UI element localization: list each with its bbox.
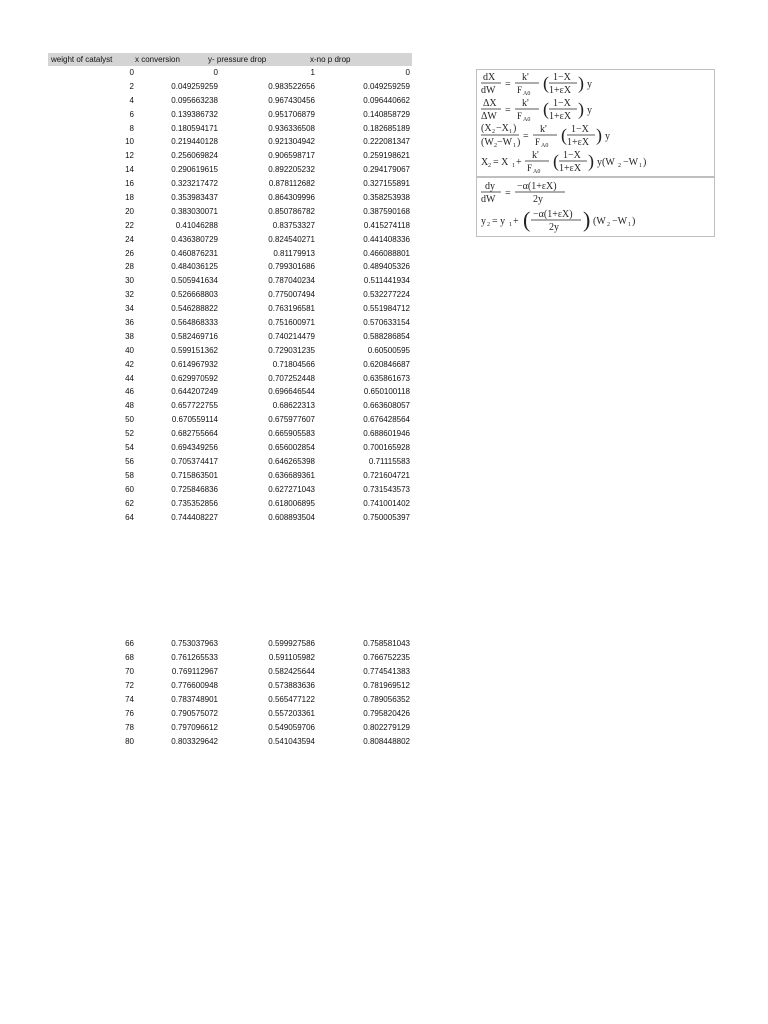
- header-conversion: x conversion: [135, 55, 180, 64]
- cell-conversion: 0.290619615: [171, 165, 218, 175]
- svg-text:F: F: [527, 163, 533, 173]
- cell-no-p-drop: 0.415274118: [363, 220, 410, 230]
- cell-no-p-drop: 0.731543573: [363, 484, 410, 494]
- cell-no-p-drop: 0.635861673: [363, 373, 410, 383]
- cell-weight: 58: [125, 470, 134, 480]
- cell-pressure-drop: 0.71804566: [272, 359, 315, 369]
- svg-text:(: (: [543, 99, 549, 119]
- svg-text:y: y: [587, 79, 592, 90]
- cell-no-p-drop: 0.808448802: [363, 736, 410, 746]
- cell-conversion: 0.644207249: [171, 387, 218, 397]
- cell-weight: 54: [125, 443, 134, 453]
- svg-text:ΔX: ΔX: [483, 98, 497, 109]
- svg-text:−α(1+εX): −α(1+εX): [517, 181, 557, 192]
- table-row: [48, 358, 412, 372]
- cell-pressure-drop: 0.740214479: [268, 331, 315, 341]
- svg-text:dy: dy: [485, 181, 495, 192]
- cell-no-p-drop: 0.741001402: [363, 498, 410, 508]
- cell-no-p-drop: 0.049259259: [363, 81, 410, 91]
- table-row: [48, 483, 412, 497]
- cell-conversion: 0.783748901: [171, 694, 218, 704]
- cell-weight: 48: [125, 401, 134, 411]
- cell-conversion: 0.599151362: [171, 345, 218, 355]
- equation-box-conversion: [476, 69, 715, 177]
- cell-pressure-drop: 0.541043594: [268, 736, 315, 746]
- cell-weight: 72: [125, 681, 134, 691]
- svg-text:(: (: [561, 125, 567, 145]
- cell-weight: 56: [125, 456, 134, 466]
- cell-no-p-drop: 0.327155891: [363, 179, 410, 189]
- svg-text:= y: = y: [492, 216, 506, 227]
- cell-pressure-drop: 0.850786782: [268, 206, 315, 216]
- svg-text:+: +: [513, 216, 519, 227]
- cell-pressure-drop: 0.696646544: [268, 387, 315, 397]
- table-body-bottom: [48, 637, 412, 748]
- cell-no-p-drop: 0.489405326: [363, 262, 410, 272]
- cell-pressure-drop: 0.599927586: [268, 639, 315, 649]
- svg-text:F: F: [517, 111, 523, 121]
- table-row: [48, 316, 412, 330]
- table-row: [48, 679, 412, 693]
- cell-no-p-drop: 0.259198621: [363, 151, 410, 161]
- table-row: [48, 247, 412, 261]
- cell-weight: 32: [125, 290, 134, 300]
- cell-weight: 2: [129, 81, 134, 91]
- svg-text:1−X: 1−X: [553, 98, 571, 109]
- cell-weight: 78: [125, 722, 134, 732]
- cell-conversion: 0.41046288: [175, 220, 218, 230]
- svg-text:(: (: [543, 73, 549, 93]
- svg-text:): ): [643, 157, 647, 168]
- svg-text:2y: 2y: [549, 222, 559, 233]
- cell-weight: 80: [125, 736, 134, 746]
- cell-conversion: 0.546288822: [171, 304, 218, 314]
- cell-weight: 30: [125, 276, 134, 286]
- cell-pressure-drop: 0.618006895: [268, 498, 315, 508]
- cell-pressure-drop: 0.787040234: [268, 276, 315, 286]
- cell-pressure-drop: 0.646265398: [268, 456, 315, 466]
- cell-no-p-drop: 0.222081347: [363, 137, 410, 147]
- svg-text:1: 1: [512, 163, 515, 169]
- cell-no-p-drop: 0.721604721: [363, 470, 410, 480]
- cell-pressure-drop: 0.951706879: [268, 109, 315, 119]
- table-row: [48, 149, 412, 163]
- svg-text:A0: A0: [533, 169, 541, 175]
- cell-pressure-drop: 0.824540271: [268, 234, 315, 244]
- cell-conversion: 0.582469716: [171, 331, 218, 341]
- svg-text:ΔW: ΔW: [481, 111, 497, 122]
- cell-conversion: 0.139386732: [171, 109, 218, 119]
- svg-text:k': k': [540, 124, 547, 135]
- svg-text:1+εX: 1+εX: [559, 163, 582, 174]
- cell-weight: 4: [129, 95, 134, 105]
- svg-text:): ): [513, 123, 517, 134]
- cell-weight: 38: [125, 331, 134, 341]
- cell-no-p-drop: 0.676428564: [363, 415, 410, 425]
- cell-conversion: 0.484036125: [171, 262, 218, 272]
- cell-no-p-drop: 0.766752235: [363, 653, 410, 663]
- cell-no-p-drop: 0.096440662: [363, 95, 410, 105]
- cell-conversion: 0.657722755: [171, 401, 218, 411]
- header-pressure-drop: y- pressure drop: [208, 55, 267, 64]
- cell-weight: 10: [125, 137, 134, 147]
- cell-pressure-drop: 0.936336508: [268, 123, 315, 133]
- cell-conversion: 0.694349256: [171, 443, 218, 453]
- cell-pressure-drop: 0.591105982: [268, 653, 315, 663]
- table-row: [48, 511, 412, 525]
- cell-no-p-drop: 0.60500595: [367, 345, 410, 355]
- equation-6: [481, 207, 635, 233]
- svg-text:y: y: [605, 131, 610, 142]
- cell-pressure-drop: 0.565477122: [268, 694, 315, 704]
- cell-conversion: 0.383030071: [171, 206, 218, 216]
- table-row: [48, 427, 412, 441]
- svg-text:): ): [578, 99, 584, 119]
- cell-pressure-drop: 0.557203361: [268, 708, 315, 718]
- cell-no-p-drop: 0.795820426: [363, 708, 410, 718]
- svg-text:2: 2: [494, 143, 497, 149]
- equation-4: [481, 150, 646, 175]
- table-row: [48, 302, 412, 316]
- table-row: [48, 260, 412, 274]
- svg-text:): ): [588, 151, 594, 171]
- cell-pressure-drop: 0.892205232: [268, 165, 315, 175]
- svg-text:2: 2: [488, 163, 491, 169]
- cell-conversion: 0.564868333: [171, 318, 218, 328]
- svg-text:A0: A0: [541, 143, 549, 149]
- svg-text:1: 1: [628, 222, 631, 228]
- cell-conversion: 0.323217472: [171, 179, 218, 189]
- cell-no-p-drop: 0: [405, 68, 410, 77]
- svg-text:k': k': [532, 150, 539, 161]
- cell-pressure-drop: 0.549059706: [268, 722, 315, 732]
- cell-no-p-drop: 0.758581043: [363, 639, 410, 649]
- svg-text:X: X: [481, 157, 489, 168]
- cell-weight: 40: [125, 345, 134, 355]
- table-row: [48, 651, 412, 665]
- svg-text:1: 1: [513, 143, 516, 149]
- cell-conversion: 0.219440128: [171, 137, 218, 147]
- cell-weight: 28: [125, 262, 134, 272]
- cell-no-p-drop: 0.663608057: [363, 401, 410, 411]
- cell-weight: 14: [125, 165, 134, 175]
- table-row: [48, 108, 412, 122]
- cell-conversion: 0.761265533: [171, 653, 218, 663]
- cell-conversion: 0.715863501: [171, 470, 218, 480]
- table-row: [48, 441, 412, 455]
- table-row: [48, 497, 412, 511]
- cell-pressure-drop: 0.864309996: [268, 193, 315, 203]
- cell-weight: 64: [125, 512, 134, 522]
- svg-text:): ): [632, 216, 636, 227]
- cell-conversion: 0.049259259: [171, 81, 218, 91]
- cell-conversion: 0.735352856: [171, 498, 218, 508]
- svg-text:(W: (W: [593, 216, 606, 227]
- svg-text:2: 2: [618, 163, 621, 169]
- cell-weight: 34: [125, 304, 134, 314]
- svg-text:1+εX: 1+εX: [549, 111, 572, 122]
- cell-conversion: 0.803329642: [171, 736, 218, 746]
- cell-conversion: 0.725846836: [171, 484, 218, 494]
- svg-text:): ): [596, 125, 602, 145]
- cell-conversion: 0.256069824: [171, 151, 218, 161]
- table-row: [48, 330, 412, 344]
- svg-text:2: 2: [492, 129, 495, 135]
- cell-conversion: 0.505941634: [171, 276, 218, 286]
- cell-pressure-drop: 0.582425644: [268, 667, 315, 677]
- cell-weight: 76: [125, 708, 134, 718]
- cell-weight: 60: [125, 484, 134, 494]
- table-row: [48, 344, 412, 358]
- cell-pressure-drop: 0.608893504: [268, 512, 315, 522]
- cell-pressure-drop: 0.665905583: [268, 429, 315, 439]
- cell-no-p-drop: 0.441408336: [363, 234, 410, 244]
- svg-text:1+εX: 1+εX: [567, 137, 590, 148]
- svg-text:=: =: [505, 105, 511, 116]
- svg-text:−α(1+εX): −α(1+εX): [533, 209, 573, 220]
- svg-text:k': k': [522, 72, 529, 83]
- table-row: [48, 385, 412, 399]
- cell-conversion: 0.797096612: [171, 722, 218, 732]
- svg-text:1−X: 1−X: [553, 72, 571, 83]
- cell-no-p-drop: 0.781969512: [363, 681, 410, 691]
- svg-text:y: y: [587, 105, 592, 116]
- header-no-p-drop: x-no p drop: [310, 55, 351, 64]
- table-row: [48, 693, 412, 707]
- svg-text:−X: −X: [496, 123, 509, 134]
- svg-text:1: 1: [639, 163, 642, 169]
- cell-weight: 36: [125, 318, 134, 328]
- cell-no-p-drop: 0.511441934: [363, 276, 410, 286]
- cell-conversion: 0.744408227: [171, 512, 218, 522]
- cell-weight: 74: [125, 694, 134, 704]
- cell-pressure-drop: 0.675977607: [268, 415, 315, 425]
- table-row: [48, 637, 412, 651]
- table-row: [48, 372, 412, 386]
- cell-weight: 68: [125, 653, 134, 663]
- svg-text:1: 1: [509, 222, 512, 228]
- cell-pressure-drop: 0.729031235: [268, 345, 315, 355]
- cell-pressure-drop: 0.627271043: [268, 484, 315, 494]
- cell-no-p-drop: 0.71115583: [368, 456, 410, 466]
- cell-pressure-drop: 0.707252448: [268, 373, 315, 383]
- table-row: [48, 469, 412, 483]
- cell-pressure-drop: 0.751600971: [268, 318, 315, 328]
- equation-2: [481, 98, 592, 123]
- cell-weight: 62: [125, 498, 134, 508]
- cell-no-p-drop: 0.532277224: [363, 290, 410, 300]
- table-row: [48, 80, 412, 94]
- cell-conversion: 0.526668803: [171, 290, 218, 300]
- cell-no-p-drop: 0.387590168: [363, 206, 410, 216]
- cell-no-p-drop: 0.700165928: [363, 443, 410, 453]
- table-row: [48, 135, 412, 149]
- svg-text:=: =: [523, 131, 529, 142]
- cell-conversion: 0.776600948: [171, 681, 218, 691]
- cell-no-p-drop: 0.620846687: [363, 359, 410, 369]
- table-row: [48, 413, 412, 427]
- table-row: [48, 177, 412, 191]
- cell-conversion: 0.629970592: [171, 373, 218, 383]
- svg-text:=: =: [505, 79, 511, 90]
- svg-text:−W: −W: [612, 216, 628, 227]
- svg-text:dX: dX: [483, 72, 496, 83]
- svg-text:(X: (X: [481, 123, 492, 134]
- cell-no-p-drop: 0.551984712: [363, 304, 410, 314]
- svg-text:dW: dW: [481, 194, 496, 205]
- svg-text:−W: −W: [623, 157, 639, 168]
- table-row: [48, 735, 412, 749]
- cell-conversion: 0.769112967: [171, 667, 218, 677]
- svg-text:dW: dW: [481, 85, 496, 96]
- cell-weight: 46: [125, 387, 134, 397]
- cell-weight: 12: [125, 151, 134, 161]
- svg-text:2y: 2y: [533, 194, 543, 205]
- table-row: [48, 721, 412, 735]
- table-row: [48, 122, 412, 136]
- svg-text:= X: = X: [493, 157, 509, 168]
- table-row: [48, 163, 412, 177]
- table-row: [48, 191, 412, 205]
- svg-text:A0: A0: [523, 117, 531, 123]
- cell-no-p-drop: 0.650100118: [363, 387, 410, 397]
- svg-text:+: +: [516, 157, 522, 168]
- cell-weight: 52: [125, 429, 134, 439]
- svg-text:): ): [578, 73, 584, 93]
- svg-text:2: 2: [487, 222, 490, 228]
- table-row: [48, 66, 412, 80]
- cell-conversion: 0.682755664: [171, 429, 218, 439]
- header-row: [48, 53, 412, 66]
- svg-text:): ): [583, 207, 591, 232]
- cell-conversion: 0.460876231: [171, 248, 218, 258]
- cell-no-p-drop: 0.588286854: [363, 331, 410, 341]
- cell-no-p-drop: 0.688601946: [363, 429, 410, 439]
- table-row: [48, 707, 412, 721]
- cell-conversion: 0.790575072: [171, 708, 218, 718]
- svg-text:F: F: [535, 137, 541, 147]
- cell-no-p-drop: 0.466088801: [363, 248, 410, 258]
- cell-conversion: 0.705374417: [171, 456, 218, 466]
- svg-text:(: (: [553, 151, 559, 171]
- cell-conversion: 0: [213, 68, 218, 77]
- cell-weight: 44: [125, 373, 134, 383]
- table-row: [48, 455, 412, 469]
- table-row: [48, 205, 412, 219]
- svg-text:F: F: [517, 85, 523, 95]
- cell-conversion: 0.353983437: [171, 193, 218, 203]
- cell-weight: 66: [125, 639, 134, 649]
- cell-no-p-drop: 0.802279129: [363, 722, 410, 732]
- table-row: [48, 665, 412, 679]
- svg-text:1+εX: 1+εX: [549, 85, 572, 96]
- svg-text:=: =: [505, 188, 511, 199]
- cell-pressure-drop: 0.636689361: [268, 470, 315, 480]
- svg-text:(W: (W: [481, 137, 494, 148]
- cell-conversion: 0.753037963: [171, 639, 218, 649]
- cell-weight: 50: [125, 415, 134, 425]
- cell-pressure-drop: 0.573883636: [268, 681, 315, 691]
- cell-conversion: 0.180594171: [171, 123, 218, 133]
- cell-pressure-drop: 1: [310, 68, 315, 77]
- cell-pressure-drop: 0.763196581: [268, 304, 315, 314]
- svg-text:): ): [517, 137, 521, 148]
- cell-pressure-drop: 0.656002854: [268, 443, 315, 453]
- cell-weight: 22: [125, 220, 134, 230]
- table-row: [48, 94, 412, 108]
- cell-no-p-drop: 0.182685189: [363, 123, 410, 133]
- cell-pressure-drop: 0.775007494: [268, 290, 315, 300]
- cell-conversion: 0.436380729: [171, 234, 218, 244]
- cell-no-p-drop: 0.789056352: [363, 694, 410, 704]
- table-row: [48, 399, 412, 413]
- cell-no-p-drop: 0.358253938: [363, 193, 410, 203]
- cell-pressure-drop: 0.83753327: [272, 220, 315, 230]
- equation-5: [481, 181, 565, 205]
- svg-text:y(W: y(W: [597, 157, 615, 168]
- cell-weight: 6: [129, 109, 134, 119]
- cell-conversion: 0.614967932: [171, 359, 218, 369]
- cell-no-p-drop: 0.140858729: [363, 109, 410, 119]
- cell-weight: 24: [125, 234, 134, 244]
- cell-weight: 18: [125, 193, 134, 203]
- cell-weight: 42: [125, 359, 134, 369]
- cell-pressure-drop: 0.68622313: [272, 401, 315, 411]
- equation-box-pressure: [476, 177, 715, 237]
- cell-pressure-drop: 0.967430456: [268, 95, 315, 105]
- cell-weight: 16: [125, 179, 134, 189]
- svg-text:1: 1: [509, 129, 512, 135]
- cell-weight: 0: [129, 68, 134, 77]
- equation-1: [481, 72, 592, 97]
- table-row: [48, 219, 412, 233]
- svg-text:(: (: [523, 207, 531, 232]
- spacer: [48, 524, 412, 637]
- svg-text:y: y: [481, 216, 486, 227]
- cell-no-p-drop: 0.294179067: [363, 165, 410, 175]
- svg-text:A0: A0: [523, 91, 531, 97]
- table-body-top: [48, 66, 412, 524]
- cell-no-p-drop: 0.570633154: [363, 318, 410, 328]
- cell-conversion: 0.670559114: [171, 415, 218, 425]
- cell-weight: 70: [125, 667, 134, 677]
- cell-weight: 8: [129, 123, 134, 133]
- svg-text:1−X: 1−X: [571, 124, 589, 135]
- table-row: [48, 288, 412, 302]
- svg-text:−W: −W: [497, 137, 513, 148]
- header-weight: weight of catalyst: [51, 55, 113, 64]
- cell-no-p-drop: 0.774541383: [363, 667, 410, 677]
- spreadsheet: [48, 53, 412, 749]
- cell-no-p-drop: 0.750005397: [363, 512, 410, 522]
- cell-conversion: 0.095663238: [171, 95, 218, 105]
- table-row: [48, 233, 412, 247]
- table-row: [48, 274, 412, 288]
- svg-text:1−X: 1−X: [563, 150, 581, 161]
- cell-pressure-drop: 0.878112682: [268, 179, 315, 189]
- svg-text:2: 2: [607, 222, 610, 228]
- cell-pressure-drop: 0.983522656: [268, 81, 315, 91]
- cell-weight: 20: [125, 206, 134, 216]
- cell-pressure-drop: 0.81179913: [273, 248, 315, 258]
- equation-3: [481, 123, 610, 149]
- cell-pressure-drop: 0.906598717: [268, 151, 315, 161]
- cell-weight: 26: [125, 248, 134, 258]
- cell-pressure-drop: 0.921304942: [268, 137, 315, 147]
- svg-text:k': k': [522, 98, 529, 109]
- cell-pressure-drop: 0.799301686: [268, 262, 315, 272]
